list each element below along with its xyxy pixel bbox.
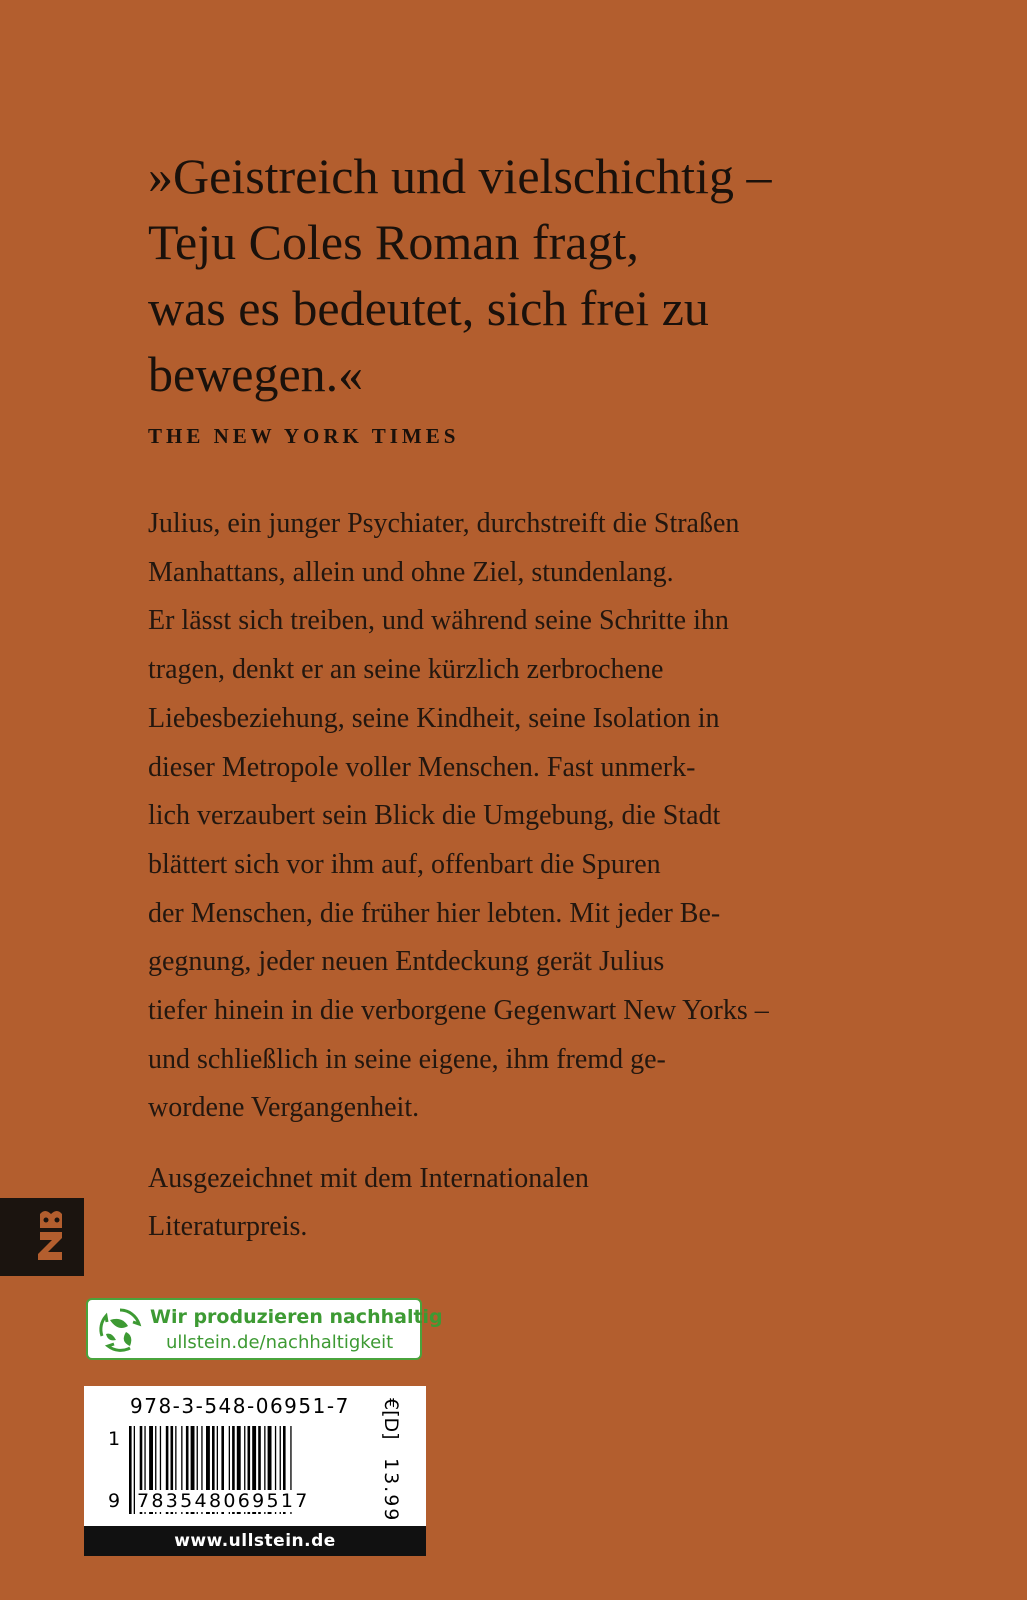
blurb-line: Manhattans, allein und ohne Ziel, stundenlang. xyxy=(148,556,674,588)
review-quote xyxy=(148,143,908,407)
ean-digits: 783548069517 xyxy=(137,1490,310,1512)
quote-line: was es bedeutet, sich frei zu xyxy=(148,280,709,336)
quote-line: Teju Coles Roman fragt, xyxy=(148,214,639,270)
quote-line: bewegen.« xyxy=(148,346,364,402)
award-text xyxy=(148,1155,948,1251)
blurb-line: tiefer hinein in die verborgene Gegenwart New Yorks – xyxy=(148,995,769,1027)
blurb-line: dieser Metropole voller Menschen. Fast unmerk- xyxy=(148,751,696,783)
blurb-line: der Menschen, die früher hier lebten. Mit jeder Be- xyxy=(148,897,721,929)
price-label: €[D] xyxy=(380,1398,402,1440)
blurb-line: und schließlich in seine eigene, ihm fremd ge- xyxy=(148,1043,666,1075)
ean-lead-digit: 9 xyxy=(108,1490,121,1512)
publisher-website[interactable]: www.ullstein.de xyxy=(84,1526,426,1556)
blurb-text xyxy=(148,500,948,1133)
sustainability-badge xyxy=(86,1298,443,1360)
barcode-box xyxy=(84,1386,426,1556)
sustainability-title: Wir produzieren nachhaltig xyxy=(150,1306,443,1328)
blurb-line: tragen, denkt er an seine kürzlich zerbrochene xyxy=(148,654,664,686)
barcode-addon-digit: 1 xyxy=(108,1428,121,1450)
blurb-line: blättert sich vor ihm auf, offenbart die Spuren xyxy=(148,848,661,880)
recycle-leaves-icon xyxy=(96,1306,144,1354)
blurb-line: Julius, ein junger Psychiater, durchstreift die Straßen xyxy=(148,508,740,539)
barcode-bar xyxy=(134,1426,135,1514)
blurb-line: wordene Vergangenheit. xyxy=(148,1092,420,1124)
blurb-line: lich verzaubert sein Blick die Umgebung, die Stadt xyxy=(148,800,721,832)
price-value: 13.99 xyxy=(380,1458,402,1523)
blurb-line: Er lässt sich treiben, und während seine Schritte ihn xyxy=(148,605,729,637)
quote-line: »Geistreich und vielschichtig – xyxy=(148,148,772,204)
owl-logo-icon xyxy=(0,1198,84,1276)
sustainability-url[interactable]: ullstein.de/nachhaltigkeit xyxy=(166,1332,394,1353)
blurb-line: Liebesbeziehung, seine Kindheit, seine Isolation in xyxy=(148,702,720,734)
blurb-line: gegnung, jeder neuen Entdeckung gerät Julius xyxy=(148,946,665,978)
award-line: Literaturpreis. xyxy=(148,1211,308,1242)
price-block xyxy=(374,1398,414,1523)
award-line: Ausgezeichnet mit dem Internationalen xyxy=(148,1163,589,1194)
isbn-text: 978-3-548-06951-7 xyxy=(130,1394,350,1418)
publisher-logo xyxy=(0,1198,84,1276)
quote-source: THE NEW YORK TIMES xyxy=(148,424,460,448)
barcode-bar xyxy=(129,1426,132,1514)
